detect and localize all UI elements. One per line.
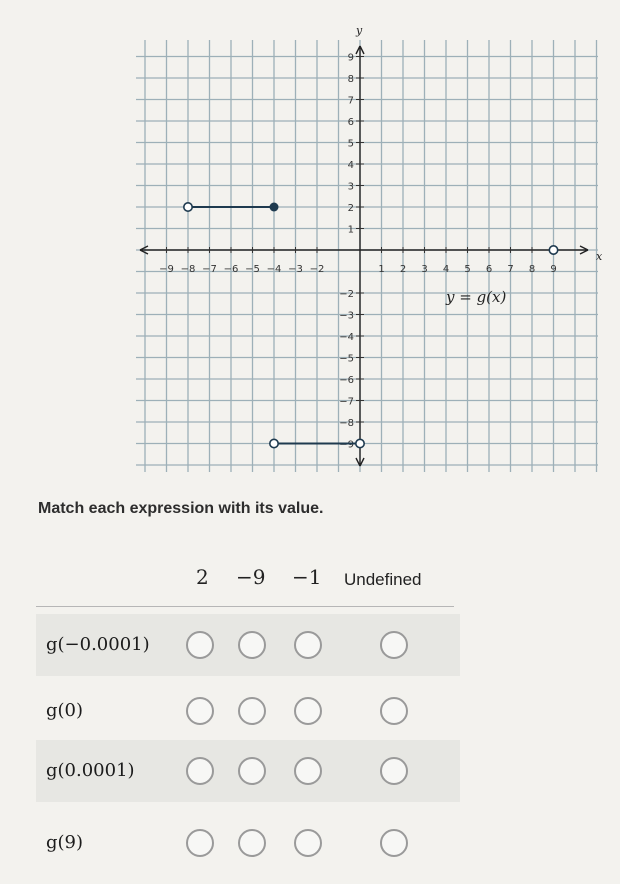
expression-label: g(0.0001) (46, 760, 135, 781)
y-tick-label: −9 (339, 439, 354, 451)
expression-label: g(0) (46, 700, 84, 721)
y-tick-label: 6 (347, 117, 354, 128)
x-axis-label: x (596, 250, 603, 263)
match-row-g-0 (36, 680, 460, 742)
header-value-undefined: Undefined (344, 570, 422, 589)
x-tick-label: −8 (180, 264, 196, 275)
radio-option-neg9[interactable] (238, 697, 266, 725)
match-row-g-0.0001 (36, 740, 460, 802)
y-tick-label: −2 (339, 289, 354, 300)
header-value-neg9: −9 (236, 565, 266, 589)
open-endpoint (184, 203, 192, 211)
y-tick-label: 5 (347, 138, 354, 150)
x-tick-label: 8 (528, 264, 536, 275)
x-tick-label: 2 (399, 264, 407, 275)
y-tick-label: 9 (347, 52, 354, 64)
open-endpoint (356, 439, 364, 447)
radio-option-neg1[interactable] (294, 757, 322, 785)
expression-label: g(9) (46, 832, 84, 853)
prompt-text: Match each expression with its value. (38, 500, 324, 517)
function-label: y = g(x) (446, 288, 507, 306)
y-axis-label: y (356, 24, 363, 37)
expression-label: g(−0.0001) (46, 634, 150, 655)
graph-tick-labels (159, 53, 557, 451)
x-tick-label: 3 (421, 264, 428, 275)
radio-option-undefined[interactable] (380, 697, 408, 725)
radio-option-2[interactable] (186, 631, 214, 659)
y-tick-label: −6 (339, 375, 354, 386)
x-tick-label: 1 (378, 264, 385, 275)
graph-grid (136, 40, 598, 472)
radio-option-2[interactable] (186, 697, 214, 725)
graph-axes (140, 46, 588, 466)
radio-option-neg1[interactable] (294, 631, 322, 659)
y-tick-label: 2 (347, 203, 354, 214)
y-tick-label: 4 (347, 160, 354, 171)
x-tick-label: −2 (309, 264, 325, 275)
x-tick-label: 7 (507, 264, 514, 275)
radio-option-neg1[interactable] (294, 697, 322, 725)
y-tick-label: −4 (339, 332, 354, 343)
x-tick-label: −7 (202, 264, 217, 275)
x-tick-label: −5 (245, 264, 260, 275)
radio-option-neg9[interactable] (238, 631, 266, 659)
header-value-neg1: −1 (292, 565, 322, 589)
x-tick-label: 6 (485, 264, 493, 275)
closed-endpoint (270, 203, 279, 212)
y-tick-label: −7 (339, 396, 354, 408)
open-endpoint (270, 439, 278, 447)
x-tick-label: 9 (550, 264, 557, 275)
x-tick-label: 4 (442, 264, 450, 275)
radio-option-2[interactable] (186, 829, 214, 857)
radio-option-neg9[interactable] (238, 757, 266, 785)
radio-option-neg9[interactable] (238, 829, 266, 857)
x-tick-label: −6 (223, 264, 239, 275)
y-tick-label: 8 (347, 74, 354, 85)
open-point (549, 246, 557, 254)
radio-option-undefined[interactable] (380, 757, 408, 785)
x-tick-label: 5 (464, 264, 471, 275)
y-tick-label: 7 (347, 95, 354, 107)
header-value-2: 2 (196, 565, 209, 589)
y-tick-label: −8 (339, 418, 354, 429)
y-tick-label: −3 (339, 310, 354, 322)
graph-function-marks (184, 203, 558, 448)
radio-option-undefined[interactable] (380, 829, 408, 857)
match-row-g-9 (36, 812, 460, 874)
y-tick-label: −5 (339, 353, 354, 365)
match-row-g-neg-0.0001 (36, 614, 460, 676)
y-tick-label: 1 (347, 224, 354, 236)
x-tick-label: −4 (266, 264, 282, 275)
y-tick-label: 3 (347, 181, 354, 193)
header-divider (36, 606, 454, 607)
radio-option-2[interactable] (186, 757, 214, 785)
x-tick-label: −3 (288, 264, 303, 275)
x-tick-label: −9 (159, 264, 174, 275)
radio-option-neg1[interactable] (294, 829, 322, 857)
radio-option-undefined[interactable] (380, 631, 408, 659)
